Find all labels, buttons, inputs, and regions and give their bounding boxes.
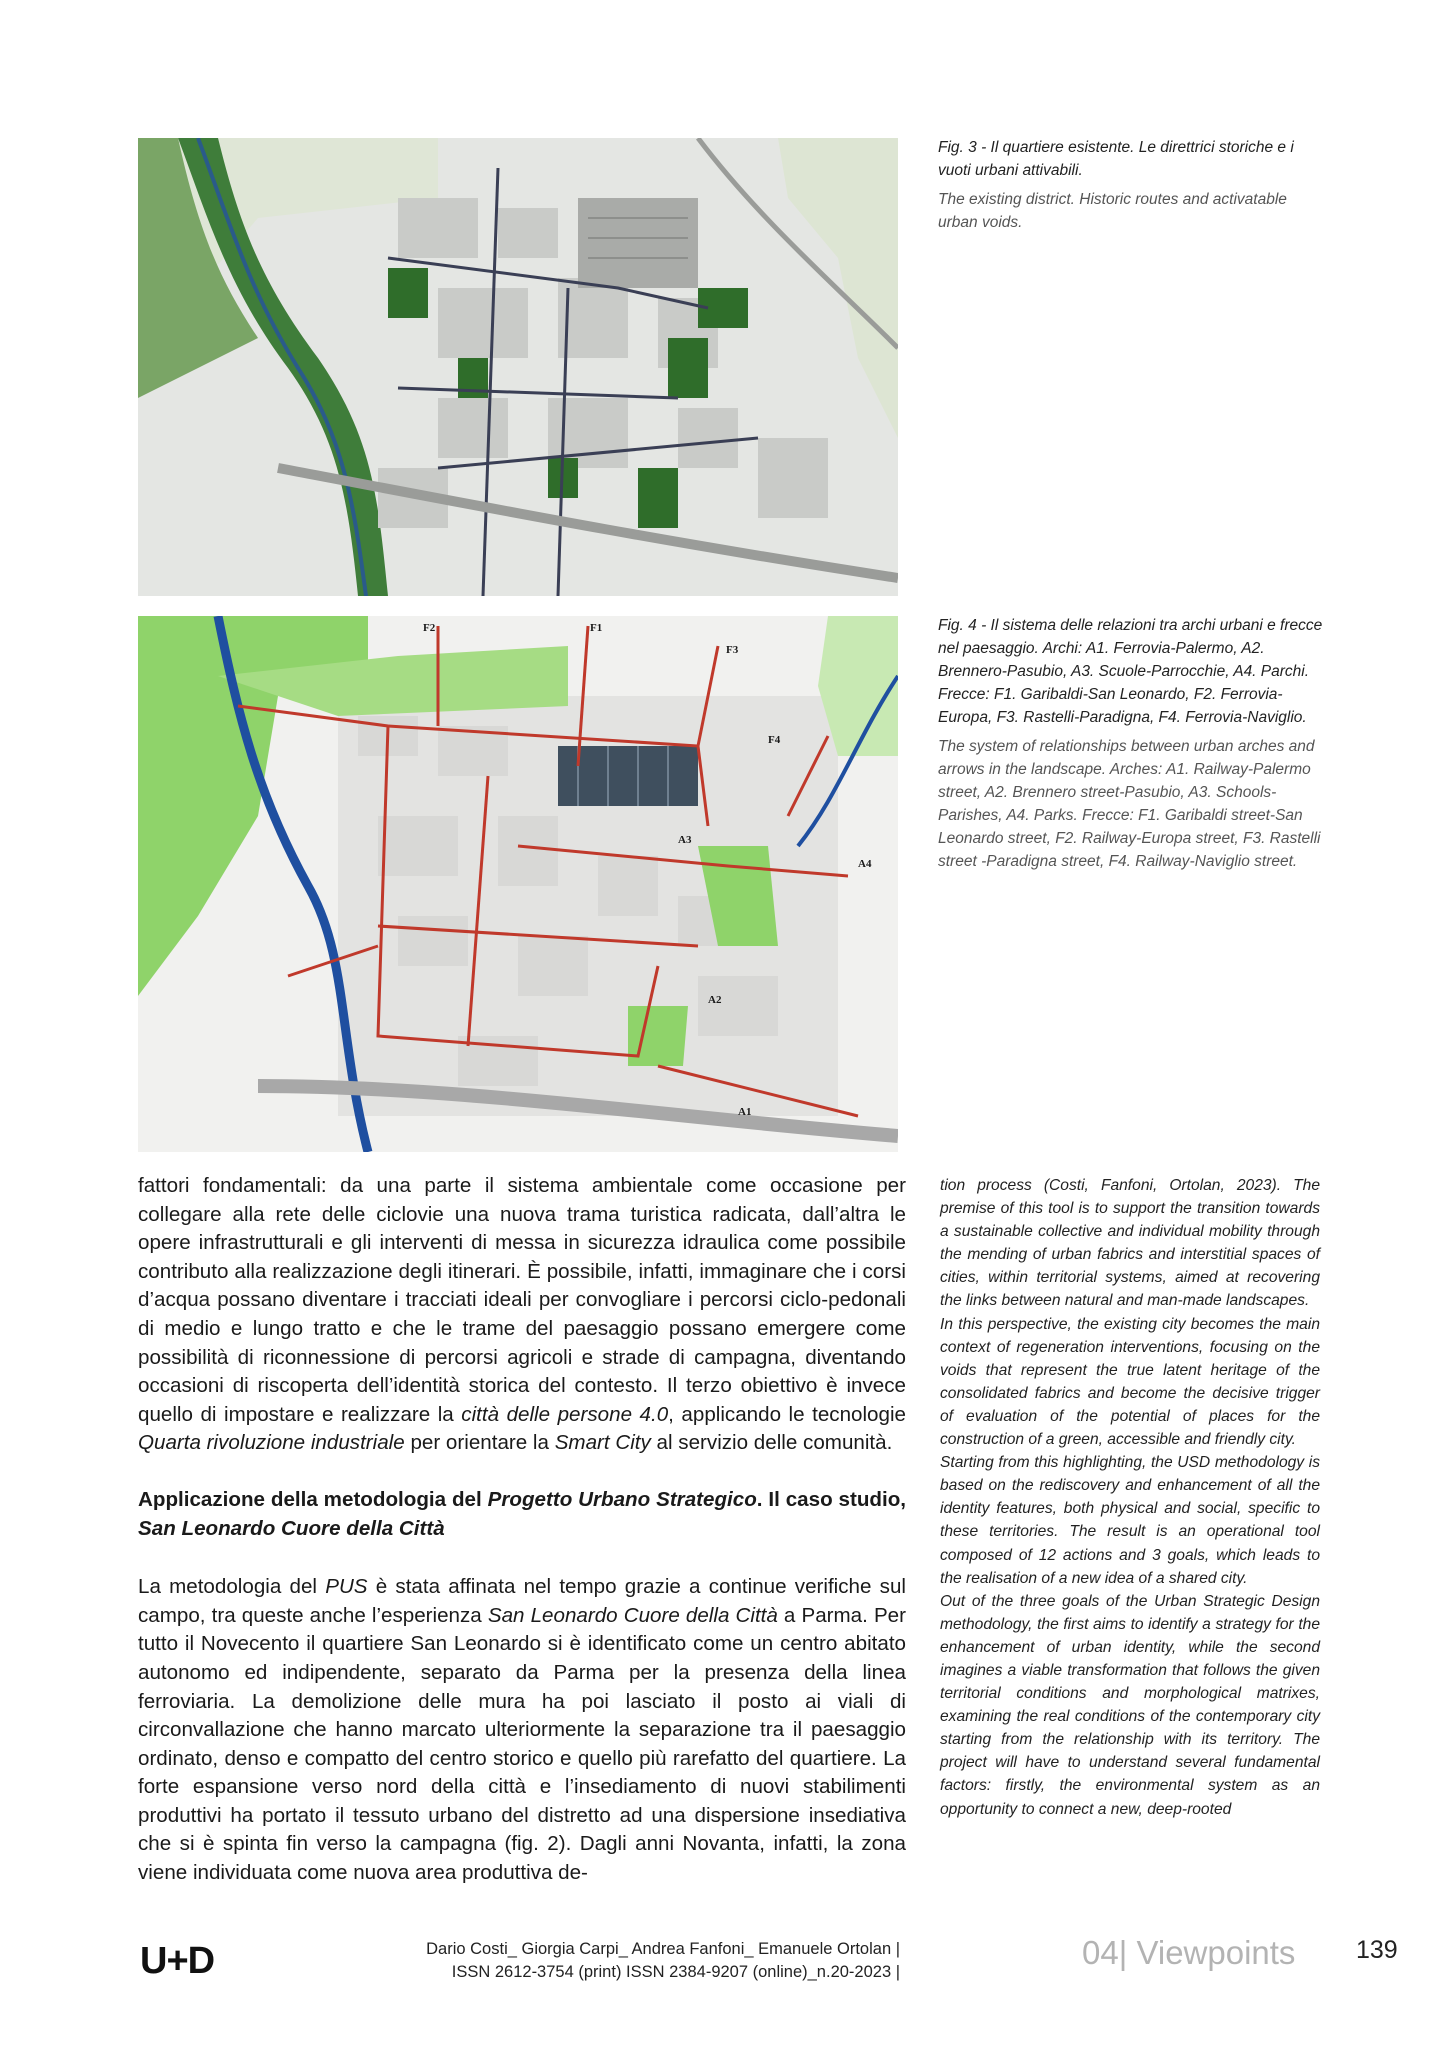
map-label-f3: F3 [726,644,739,656]
section-label: 04| Viewpoints [1082,1934,1296,1971]
map-label-a4: A4 [858,858,872,870]
map-label-a3: A3 [678,834,692,846]
english-paragraph-3: Starting from this highlighting, the USD methodology is based on the rediscovery and enhancement of all the identity features, both physical and social, specific to these territories. The result is an operational tool composed of 12 actions and 3 goals, which leads to the realisation of a new idea of a shared city. [940,1454,1320,1587]
figure-4-caption-it: Fig. 4 - Il sistema delle relazioni tra archi urbani e frecce nel paesaggio. Archi: A1. Ferrovia-Palermo, A2. Brennero-Pasubio, A3. Scuole-Parrocchie, A4. Parchi. Frecce: F1. Garibaldi-San Leonardo, F2. Ferrovia-Europa, F3. Rastelli-Paradigna, F4. Ferrovia-Naviglio. [938,617,1323,726]
map-label-f4: F4 [768,734,781,746]
footer-authors-line1: Dario Costi_ Giorgia Carpi_ Andrea Fanfoni_ Emanuele Ortolan | [426,1940,900,1958]
section-heading: Applicazione della metodologia del Progetto Urbano Strategico. Il caso studio, San Leonardo Cuore della Città [138,1487,907,1540]
figure-4-map [138,616,898,1152]
journal-logo: U+D [140,1940,215,1982]
map-label-f2: F2 [423,622,436,634]
map-label-a2: A2 [708,994,722,1006]
english-paragraph-1: tion process (Costi, Fanfoni, Ortolan, 2023). The premise of this tool is to support the transition towards a sustainable collective and individual mobility through the mending of urban fabrics and interstitial spaces of cities, within territorial systems, aimed at recovering the links between natural and man-made landscapes. [940,1177,1320,1310]
figure-4-caption [938,614,1328,873]
english-paragraph-2: In this perspective, the existing city becomes the main context of regeneration interventions, focusing on the voids that represent the true latent heritage of the consolidated fabrics and become the decisive trigger of evaluation of the potential of places for the construction of a green, accessible and friendly city. [940,1315,1320,1449]
map-label-a1: A1 [738,1106,752,1118]
body-left-column [138,1172,906,1888]
map-label-f1: F1 [590,622,603,634]
figure-3-caption [938,136,1328,234]
figure-3-caption-en: The existing district. Historic routes and activatable urban voids. [938,191,1287,231]
body-right-column [940,1174,1320,1821]
body-paragraph-1: fattori fondamentali: da una parte il sistema ambientale come occasione per collegare alla rete delle ciclovie una nuova trama turistica radicata, dall’altra le opere infrastrutturali e gli interventi di messa in sicurezza idraulica come possibile contributo alla realizzazione degli itinerari. È possibile, infatti, immaginare che i corsi d’acqua possano diventare i tracciati ideali per convogliare i percorsi ciclo-pedonali di medio e lungo tratto e che le trame del paesaggio possano emergere come possibilità di riconnessione di percorsi agricoli e strade di campagna, diventando occasioni di riscoperta dell’identità storica del contesto. Il terzo obiettivo è invece quello di impostare e realizzare la città delle persone 4.0, applicando le tecnologie Quarta rivoluzione industriale per orientare la Smart City al servizio delle comunità. [138,1174,906,1455]
page-number: 139 [1356,1936,1398,1964]
english-paragraph-4: Out of the three goals of the Urban Strategic Design methodology, the first aims to identify a strategy for the enhancement of urban identity, while the second imagines a viable transformation that follows the given territorial conditions and morphological matrixes, examining the real conditions of the contemporary city starting from the relationship with its territory. The project will have to understand several fundamental factors: firstly, the environmental system as an opportunity to connect a new, deep-rooted [940,1592,1320,1818]
footer-authors [360,1938,900,1984]
figure-3-caption-it: Fig. 3 - Il quartiere esistente. Le direttrici storiche e i vuoti urbani attivabili. [938,139,1294,179]
figure-4-caption-en: The system of relationships between urban arches and arrows in the landscape. Arches: A1. Railway-Palermo street, A2. Brennero street-Pasubio, A3. Schools- Parishes, A4. Parks. Frecce: F1. Garibaldi street-San Leonardo street, F2. Railway-Europa street, F3. Rastelli street -Paradigna street, F4. Railway-Naviglio street. [938,738,1321,870]
body-paragraph-2: La metodologia del PUS è stata affinata nel tempo grazie a continue verifiche sul campo, tra queste anche l’esperienza San Leonardo Cuore della Città a Parma. Per tutto il Novecento il quartiere San Leonardo si è identificato come un centro abitato autonomo ed indipendente, separato da Parma per la presenza della linea ferroviaria. La demolizione delle mura ha poi lasciato il posto ai viali di circonvallazione che hanno marcato ulteriormente la separazione tra il paesaggio ordinato, denso e compatto del centro storico e quello più rarefatto del quartiere. La forte espansione verso nord della città e l’insediamento di nuovi stabilimenti produttivi ha portato il tessuto urbano del distretto ad una dispersione insediativa che si è spinta fin verso la campagna (fig. 2). Dagli anni Novanta, infatti, la zona viene individuata come nuova area produttiva de- [138,1575,906,1885]
figure-3-map [138,138,898,596]
footer-authors-line2: ISSN 2612-3754 (print) ISSN 2384-9207 (online)_n.20-2023 | [451,1963,900,1981]
